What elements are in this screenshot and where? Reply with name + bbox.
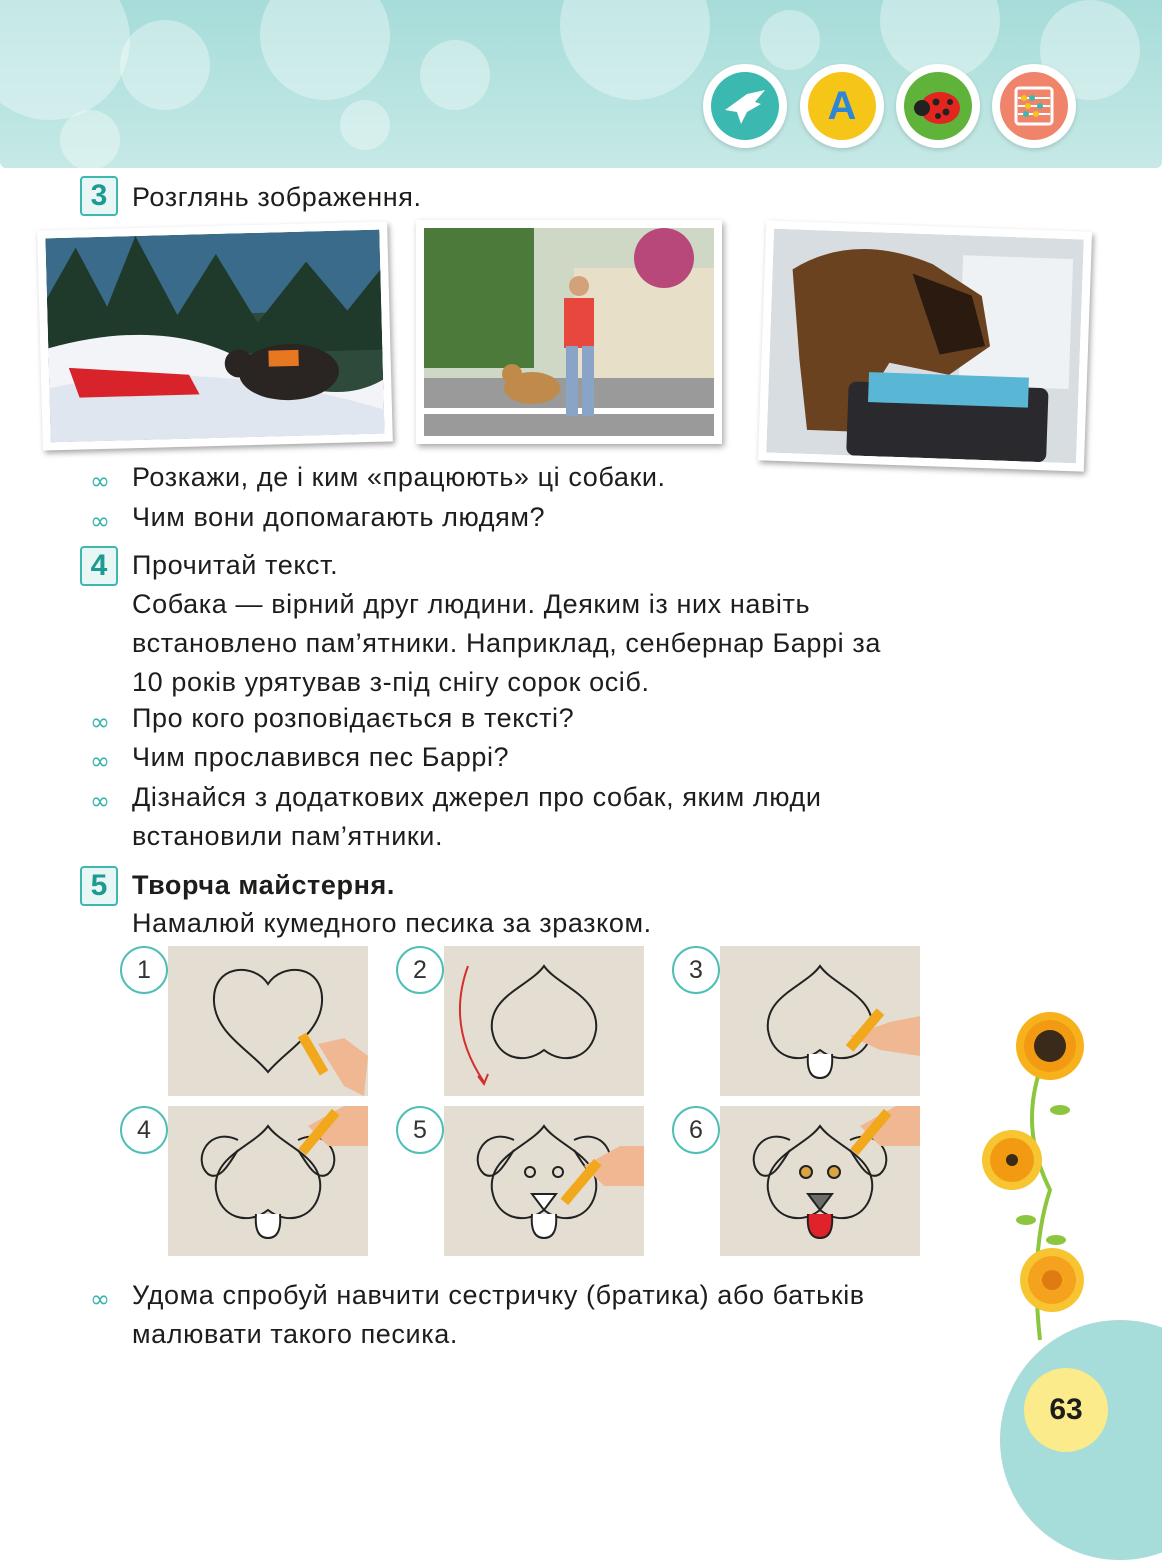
letter-a: A [827, 84, 857, 128]
step-number-2: 2 [396, 946, 444, 994]
abacus-icon [992, 64, 1076, 148]
step-2-drawing [444, 946, 644, 1096]
sunflower-icon [970, 1010, 1100, 1350]
step-6-drawing [720, 1106, 920, 1256]
step-3-drawing [720, 946, 920, 1096]
bullet-icon: ∞ [90, 787, 110, 815]
task4-text-line-1: Собака — вірний друг людини. Деяким із них навіть [132, 589, 811, 619]
task4-question-1: Про кого розповідається в тексті? [132, 703, 575, 733]
bird-icon [703, 64, 787, 148]
task4-question-2: Чим прославився пес Баррі? [132, 742, 510, 772]
task-number-3: 3 [80, 176, 118, 216]
task3-question-2: Чим вони допомагають людям? [132, 502, 546, 532]
ladybug-icon [896, 64, 980, 148]
step-5-drawing [444, 1106, 644, 1256]
step-number-5: 5 [396, 1106, 444, 1154]
step-number-1: 1 [120, 946, 168, 994]
task5-subtitle: Намалюй кумедного песика за зразком. [132, 908, 652, 938]
task4-text-line-3: 10 років урятував з-під снігу сорок осіб. [132, 667, 650, 697]
task-number-5: 5 [80, 866, 118, 906]
page-header [0, 0, 1162, 168]
bullet-icon: ∞ [90, 747, 110, 775]
step-4-drawing [168, 1106, 368, 1256]
step-number-4: 4 [120, 1106, 168, 1154]
step-number-6: 6 [672, 1106, 720, 1154]
sniffer-dog-suitcase-photo [758, 220, 1092, 471]
task4-research-line-2: встановили пам’ятники. [132, 821, 444, 851]
bullet-icon: ∞ [90, 1285, 110, 1313]
bullet-icon: ∞ [90, 467, 110, 495]
step-number-3: 3 [672, 946, 720, 994]
rescue-dog-snow-photo [37, 221, 393, 450]
task4-research-line-1: Дізнайся з додаткових джерел про собак, яким люди [132, 782, 822, 812]
guide-dog-photo [416, 220, 722, 444]
task5-title: Творча майстерня. [132, 870, 395, 900]
step-1-drawing [168, 946, 368, 1096]
letter-a-icon [800, 64, 884, 148]
bullet-icon: ∞ [90, 507, 110, 535]
homework-line-1: Удома спробуй навчити сестричку (братика) або батьків [132, 1280, 865, 1310]
homework-line-2: малювати такого песика. [132, 1319, 458, 1349]
task3-title: Розглянь зображення. [132, 182, 422, 212]
bullet-icon: ∞ [90, 708, 110, 736]
task4-text-line-2: встановлено пам’ятники. Наприклад, сенбернар Баррі за [132, 628, 881, 658]
task4-title: Прочитай текст. [132, 550, 339, 580]
task3-question-1: Розкажи, де і ким «працюють» ці собаки. [132, 462, 666, 492]
page-number: 63 [1049, 1393, 1083, 1426]
task-number-4: 4 [80, 546, 118, 586]
